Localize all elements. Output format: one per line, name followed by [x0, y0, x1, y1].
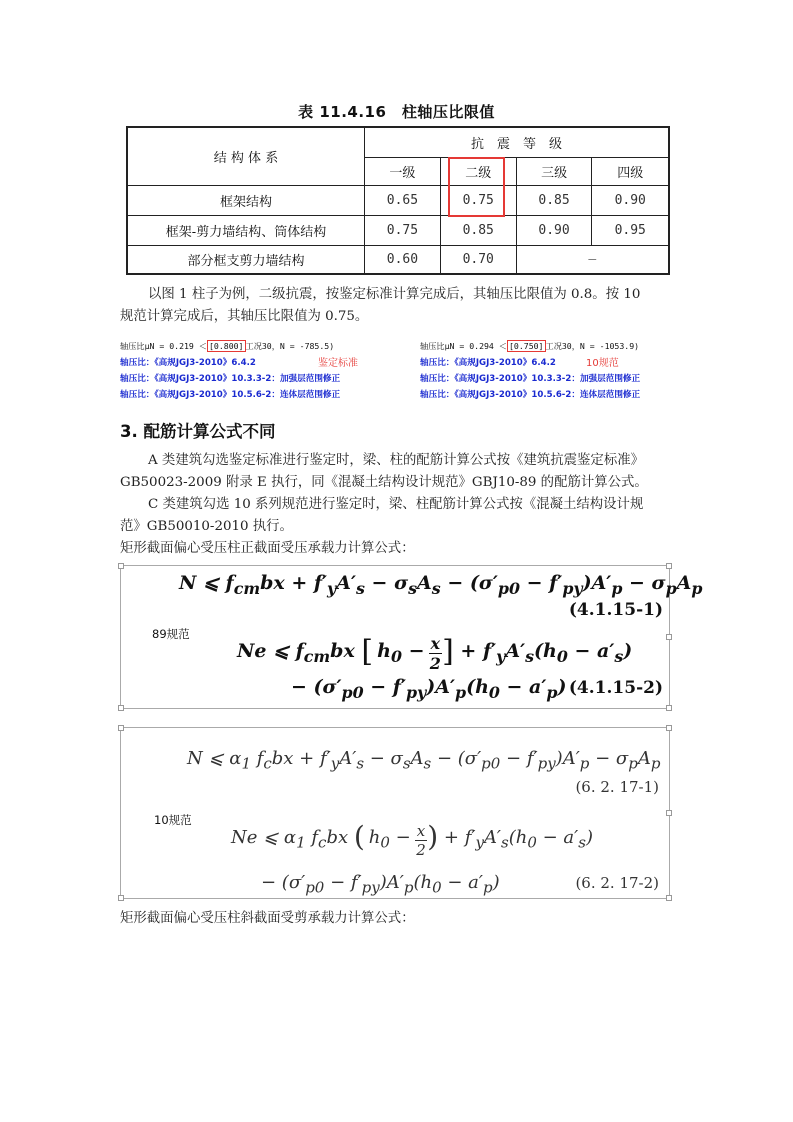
- axial-ratio-text: 工况30，N = -1053.9): [545, 341, 640, 351]
- software-output-left: [120, 341, 334, 352]
- table-row: [127, 245, 669, 274]
- axial-ratio-text: 轴压比μN = 0.294 ＜: [420, 341, 507, 351]
- code-reference: 轴压比：《高规JGJ3-2010》10.3.3-2：加强层范围修正: [420, 374, 641, 384]
- paragraph-line: 矩形截面偏心受压柱正截面受压承载力计算公式：: [120, 541, 415, 556]
- formula-eq2: Ne ⩽ $\alpha_1$ $f_cbx$ ( $h_0$ − $\frac{x}{2}$ ) + $f'_yA'_s(h_0 - a'_s)$: [231, 820, 593, 859]
- resize-handle[interactable]: [666, 725, 672, 731]
- resize-handle[interactable]: [666, 810, 672, 816]
- equation-number: (4.1.15-2): [568, 678, 663, 698]
- formula-image-10[interactable]: [120, 727, 670, 899]
- cell-value: 0.75: [440, 185, 516, 215]
- paragraph-line: 以图 1 柱子为例，二级抗震，按鉴定标准计算完成后，其轴压比限值为 0.8。按 10: [148, 287, 641, 302]
- code-reference: 轴压比：《高规JGJ3-2010》10.3.3-2：加强层范围修正: [120, 374, 341, 384]
- section-heading: 3. 配筋计算公式不同: [120, 422, 276, 441]
- cell-value: 0.65: [365, 185, 441, 215]
- resize-handle[interactable]: [666, 705, 672, 711]
- resize-handle[interactable]: [118, 563, 124, 569]
- cell-value: —: [516, 245, 669, 274]
- cell-value: 0.75: [365, 215, 441, 245]
- paren-left: (: [353, 820, 365, 853]
- cell-value: 0.70: [440, 245, 516, 274]
- bracket-right: ]: [442, 634, 454, 669]
- cell-value: 0.85: [516, 185, 592, 215]
- header-structure: 结 构 体 系: [127, 127, 365, 185]
- level-1: 一级: [365, 157, 441, 185]
- eq2-tail: + $f'_yA'_s(h_0 - a'_s)$: [460, 640, 633, 666]
- paragraph-line: 范》GB50010-2010 执行。: [120, 519, 293, 534]
- equation-number: (6. 2. 17-2): [575, 874, 659, 892]
- code-reference: 轴压比：《高规JGJ3-2010》6.4.2: [120, 358, 256, 368]
- fraction: $\frac{x}{2}$: [429, 634, 441, 673]
- formula-eq1: N ⩽ $\alpha_1$ $f_cbx + f'_yA'_s - \sigma_sA_s - (\sigma'_{p0} - f'_{py})A'_p - \sigma_pA_p$: [187, 748, 661, 773]
- axial-ratio-limit-table: [126, 126, 670, 275]
- paragraph-line: A 类建筑勾选鉴定标准进行鉴定时，梁、柱的配筋计算公式按《建筑抗震鉴定标准》: [148, 453, 644, 468]
- table-title: 表 11.4.16 柱轴压比限值: [298, 103, 495, 121]
- paragraph-line: 矩形截面偏心受压柱斜截面受剪承载力计算公式：: [120, 911, 415, 926]
- limit-value-box: [0.750]: [508, 341, 544, 351]
- note-label: 10规范: [586, 358, 619, 369]
- code-reference: 轴压比：《高规JGJ3-2010》10.5.6-2：连体层范围修正: [420, 390, 641, 400]
- cell-value: 0.90: [592, 185, 669, 215]
- eq2-tail: + $f'_yA'_s(h_0 - a'_s)$: [443, 827, 593, 852]
- paragraph-line: C 类建筑勾选 10 系列规范进行鉴定时，梁、柱配筋计算公式按《混凝土结构设计规: [148, 497, 644, 512]
- formula-eq1: N ⩽ $f_{cm}bx + f'_yA'_s - \sigma_sA_s - (\sigma'_{p0} - f'_{py})A'_p - \sigma_pA_p$: [179, 572, 703, 598]
- table-row: [127, 185, 669, 215]
- axial-ratio-text: 工况30，N = -785.5): [245, 341, 335, 351]
- note-label: 鉴定标准: [318, 358, 358, 369]
- level-2: 二级: [440, 157, 516, 185]
- eq2-head: Ne ⩽ $f_{cm}bx$: [237, 640, 355, 666]
- highlight-box: [448, 157, 505, 217]
- paren-right: ): [427, 820, 439, 853]
- code-label: 10规范: [154, 813, 192, 827]
- formula-image-89[interactable]: [120, 565, 703, 709]
- header-seismic: 抗 震 等 级: [365, 127, 670, 157]
- axial-ratio-text: 轴压比μN = 0.219 ＜: [120, 341, 207, 351]
- resize-handle[interactable]: [118, 895, 124, 901]
- row-name: 框架-剪力墙结构、筒体结构: [127, 215, 365, 245]
- bracket-left: [: [361, 634, 374, 669]
- code-label: 89规范: [152, 627, 190, 641]
- resize-handle[interactable]: [118, 705, 124, 711]
- equation-number: (6. 2. 17-1): [575, 778, 659, 796]
- cell-value: 0.90: [516, 215, 592, 245]
- resize-handle[interactable]: [666, 563, 672, 569]
- code-reference: 轴压比：《高规JGJ3-2010》6.4.2: [420, 358, 556, 368]
- paragraph-line: 规范计算完成后，其轴压比限值为 0.75。: [120, 309, 369, 324]
- software-output-right: [420, 341, 639, 352]
- formula-eq2: Ne ⩽ $f_{cm}bx$ [ $h_0$ − $\frac{x}{2}$ ] + $f'_yA'_s(h_0 - a'_s)$: [237, 634, 633, 673]
- resize-handle[interactable]: [666, 634, 672, 640]
- row-name: 部分框支剪力墙结构: [127, 245, 365, 274]
- formula-eq3: − $(\sigma'_{p0} - f'_{py})A'_p(h_0 - a'_p)$: [291, 676, 567, 702]
- paragraph-line: GB50023-2009 附录 E 执行，同《混凝土结构设计规范》GBJ10-89 的配筋计算公式。: [120, 475, 648, 490]
- equation-number: (4.1.15-1): [568, 600, 663, 620]
- level-4: 四级: [592, 157, 669, 185]
- limit-value-box: [0.800]: [208, 341, 244, 351]
- row-name: 框架结构: [127, 185, 365, 215]
- resize-handle[interactable]: [666, 895, 672, 901]
- code-reference: 轴压比：《高规JGJ3-2010》10.5.6-2：连体层范围修正: [120, 390, 341, 400]
- cell-value: 0.60: [365, 245, 441, 274]
- resize-handle[interactable]: [118, 725, 124, 731]
- cell-value: 0.85: [440, 215, 516, 245]
- cell-value: 0.95: [592, 215, 669, 245]
- fraction: $\frac{x}{2}$: [416, 822, 426, 859]
- level-3: 三级: [516, 157, 592, 185]
- eq2-head: Ne ⩽ $\alpha_1$ $f_cbx$: [231, 827, 349, 852]
- table-row: [127, 215, 669, 245]
- formula-eq3: − $(\sigma'_{p0} - f'_{py})A'_p(h_0 - a'_p)$: [261, 872, 500, 897]
